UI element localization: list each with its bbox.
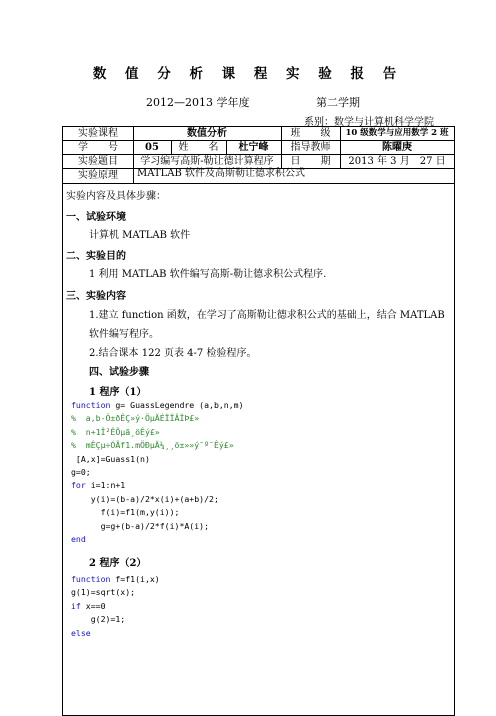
code-keyword: function (71, 574, 111, 584)
date-label: 日 期 (290, 156, 331, 167)
code-text: f=f1(i,x) (110, 574, 160, 584)
code-text: g=g+(b-a)/2*f(i)*A(i); (71, 520, 210, 531)
code-line (71, 601, 106, 611)
code-line (71, 440, 234, 450)
section-content-title: 三、实验内容 (66, 291, 126, 302)
code-line (71, 454, 150, 464)
content-intro: 实验内容及具体步骤： (66, 191, 166, 202)
teacher-label: 指导教师 (290, 142, 331, 153)
program1-title: 1 程序（1） (89, 387, 147, 398)
teacher-value: 陈曜庚 (382, 142, 412, 153)
code-text: i=1:n+1 (85, 480, 126, 491)
code-text: g=0; (71, 467, 91, 477)
id-label: 学 号 (78, 142, 118, 153)
code-keyword: else (71, 627, 91, 638)
section-environment-title: 一、试验环境 (66, 212, 126, 223)
section-steps-title: 四、试验步骤 (89, 367, 149, 378)
code-line (71, 521, 209, 531)
name-value: 杜宁峰 (238, 142, 269, 153)
code-keyword: for (71, 480, 86, 491)
report-title: 数 值 分 析 课 程 实 验 报 告 (92, 66, 404, 82)
code-line (71, 507, 179, 517)
section-content-p2: 2.结合课本 122 页表 4-7 检验程序。 (89, 348, 257, 359)
section-purpose-title: 二、实验目的 (66, 251, 126, 262)
date-value: 2013 年 3 月 27 日 (348, 156, 446, 167)
section-purpose-text: 1 利用 MATLAB 软件编写高斯-勒让德求积公式程序. (89, 269, 327, 280)
program2-title: 2 程序（2） (89, 558, 147, 569)
course-label: 实验课程 (78, 128, 118, 139)
semester: 第二学期 (316, 96, 360, 109)
academic-year: 2012—2013 学年度 (146, 96, 250, 109)
class-label: 班 级 (290, 128, 331, 139)
code-line (71, 427, 160, 437)
code-text: [A,x]=Guass1(n) (71, 453, 150, 464)
code-keyword: function (71, 400, 111, 410)
id-value: 05 (145, 142, 159, 153)
topic-label: 实验题目 (78, 156, 118, 167)
code-comment: % n+1Î²ÊÕµã¸öÊý£» (71, 426, 160, 437)
course-value: 数值分析 (187, 128, 227, 139)
code-keyword: if (71, 600, 81, 611)
code-text: f(i)=f1(m,y(i)); (71, 507, 180, 518)
code-text: g(1)=sqrt(x); (71, 587, 136, 598)
code-comment: % a,b-Ö±ðÊÇ»ý·ÖµÄÉÏÏÂÏÞ£» (71, 413, 200, 424)
department: 系别：数学与计算机科学学院 (304, 117, 434, 128)
code-keyword: end (71, 534, 86, 544)
name-label: 姓 名 (178, 142, 219, 153)
row-divider (63, 183, 454, 184)
code-line (71, 494, 219, 504)
code-line (71, 574, 160, 584)
topic-value: 学习编写高斯-勒让德计算程序 (140, 156, 274, 167)
code-line (71, 614, 125, 624)
code-line (71, 534, 86, 544)
principle-value: MATLAB 软件及高斯勒让德求积公式 (137, 168, 305, 179)
code-text: y(i)=(b-a)/2*x(i)+(a+b)/2; (71, 493, 219, 504)
code-line (71, 413, 199, 423)
code-text: x==0 (80, 600, 106, 611)
section-content-p1a: 1.建立 function 函数，在学习了高斯勒让德求积公式的基础上，结合 MATLAB (89, 310, 445, 321)
code-comment: % mÊÇµ÷ÓÃf1.mÖÐµÄ¼¸¸ö±»»ý¯º¯Êý£» (71, 440, 234, 451)
principle-label: 实验原理 (78, 170, 118, 181)
code-line (71, 628, 91, 638)
class-value: 10 级数学与应用数学 2 班 (345, 128, 449, 138)
section-environment-text: 计算机 MATLAB 软件 (89, 230, 191, 241)
code-line (71, 587, 135, 597)
code-line (71, 480, 125, 490)
report-table (62, 126, 455, 716)
code-line (71, 467, 91, 477)
code-line (71, 400, 244, 410)
code-text: g(2)=1; (71, 614, 126, 625)
section-content-p1b: 软件编写程序。 (89, 329, 159, 340)
code-text: g= GuassLegendre (a,b,n,m) (110, 400, 244, 410)
